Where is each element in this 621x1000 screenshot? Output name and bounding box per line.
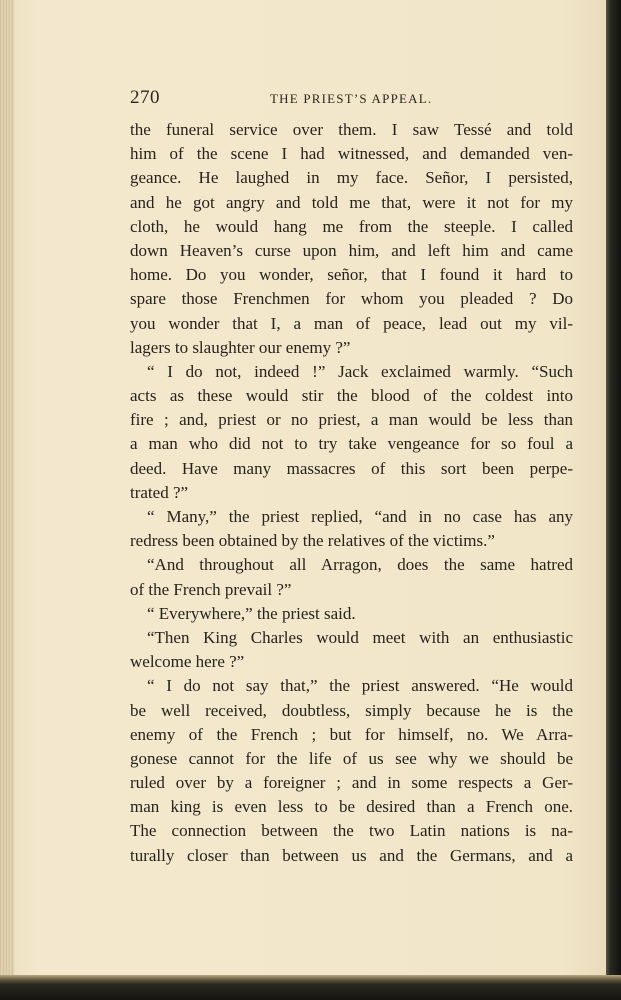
- text-line: “ I do not say that,” the priest answered. “He would: [147, 676, 573, 696]
- text-line: you wonder that I, a man of peace, lead out my vil-: [130, 313, 573, 333]
- text-line: “ Everywhere,” the priest said.: [147, 603, 356, 623]
- text-line: spare those Frenchmen for whom you pleaded ? Do: [130, 289, 573, 309]
- text-line: cloth, he would hang me from the steeple. I called: [130, 216, 573, 236]
- text-line: turally closer than between us and the Germans, and a: [130, 845, 573, 865]
- text-line: down Heaven’s curse upon him, and left him and came: [130, 240, 573, 260]
- running-head: THE PRIEST’S APPEAL.: [270, 91, 433, 106]
- text-line: him of the scene I had witnessed, and demanded ven-: [130, 144, 573, 164]
- text-line: The connection between the two Latin nations is na-: [130, 821, 573, 841]
- text-line: and he got angry and told me that, were it not for my: [130, 192, 573, 212]
- text-line: ruled over by a foreigner ; and in some respects a Ger-: [130, 773, 573, 793]
- text-line: home. Do you wonder, señor, that I found it hard to: [130, 265, 573, 285]
- text-line: lagers to slaughter our enemy ?”: [130, 337, 351, 357]
- text-line: enemy of the French ; but for himself, no. We Arra-: [130, 724, 573, 744]
- text-line: deed. Have many massacres of this sort been perpe-: [130, 458, 573, 478]
- text-line: of the French prevail ?”: [130, 579, 292, 599]
- text-line: be well received, doubtless, simply because he is the: [130, 700, 573, 720]
- text-line: “ I do not, indeed !” Jack exclaimed warmly. “Such: [147, 361, 573, 381]
- text-line: acts as these would stir the blood of the coldest into: [130, 386, 573, 406]
- text-line: geance. He laughed in my face. Señor, I persisted,: [130, 168, 573, 188]
- text-line: “ Many,” the priest replied, “and in no case has any: [147, 507, 573, 526]
- page-number: 270: [130, 87, 160, 108]
- text-line: the funeral service over them. I saw Tessé and told: [130, 120, 573, 139]
- text-line: “Then King Charles would meet with an enthusiastic: [147, 627, 573, 647]
- text-line: a man who did not to try take vengeance for so foul a: [130, 434, 573, 454]
- bottom-book-edge: [0, 975, 621, 1000]
- text-line: trated ?”: [130, 482, 189, 502]
- text-line: fire ; and, priest or no priest, a man would be less than: [130, 410, 573, 430]
- body-text: [130, 118, 573, 868]
- page-header: [130, 87, 572, 109]
- right-book-edge: [606, 0, 621, 1000]
- text-line: redress been obtained by the relatives of the victims.”: [130, 531, 495, 551]
- text-line: welcome here ?”: [130, 652, 245, 672]
- text-line: “And throughout all Arragon, does the same hatred: [147, 555, 573, 575]
- text-line: man king is even less to be desired than a French one.: [130, 797, 573, 817]
- text-line: gonese cannot for the life of us see why we should be: [130, 748, 573, 768]
